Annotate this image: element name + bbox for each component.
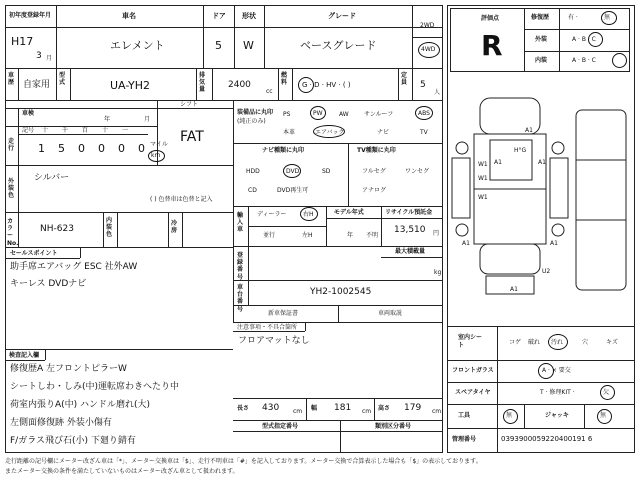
odometer-digit: 0	[98, 142, 105, 155]
interior-options: A · B · C	[572, 57, 596, 64]
mile-unit: マイル	[150, 141, 168, 148]
equip-aw: AW	[339, 111, 349, 118]
selling-points-label: セールスポイント	[10, 250, 58, 257]
car-name: エレメント	[110, 39, 165, 52]
car-rear-outline	[480, 244, 540, 274]
mgmt-number: 0393900059220400191 6	[501, 435, 593, 443]
seat-stain: 汚れ	[551, 339, 564, 346]
length-unit: cm	[293, 408, 303, 415]
height-unit: cm	[432, 408, 442, 415]
km-unit: km	[151, 152, 161, 159]
doors-label: ドア	[212, 12, 226, 20]
exterior-circle	[588, 32, 603, 47]
handle-left: 左H	[302, 232, 313, 239]
ext-color-label: 外装色	[8, 178, 15, 200]
shift-value: FAT	[180, 129, 204, 145]
seat-tear: 破れ	[528, 339, 541, 346]
fuel-options: G · D · HV · ( )	[302, 81, 351, 89]
grade-value: ベースグレード	[300, 39, 377, 52]
width-label: 幅	[311, 405, 318, 412]
model-year-unknown: 不明	[366, 232, 379, 239]
inspection-line: 修復歴A 左フロントピラーW	[10, 364, 127, 374]
length-value: 430	[262, 403, 280, 413]
equip-leather: 本革	[283, 129, 296, 136]
capacity-label: 定員	[401, 72, 408, 87]
plate-value: 自家用	[23, 80, 51, 90]
equip-sunroof: サンルーフ	[364, 111, 394, 118]
model-year-label: モデル年式	[334, 209, 364, 216]
height-label: 高さ	[378, 405, 391, 412]
recycle-fee-yen: 円	[433, 230, 440, 237]
repair-selected: 無	[604, 14, 611, 21]
displacement-value: 2400	[228, 80, 251, 90]
diag-label-2: A1	[494, 159, 502, 166]
persons-unit: 人	[434, 89, 441, 96]
first-reg-value: H17	[11, 35, 34, 48]
car-roof-side	[576, 110, 626, 290]
diag-label-10: U2	[542, 268, 551, 275]
diag-label-11: A1	[510, 286, 518, 293]
tools-selected: 無	[506, 412, 513, 419]
wheel-fl	[456, 142, 468, 154]
repair-label: 修復歴	[531, 14, 550, 21]
ac-label: 冷房	[171, 220, 178, 235]
diag-label-8: A1	[462, 240, 470, 247]
odometer-header: 百	[82, 127, 89, 134]
seat-hole: 穴	[582, 339, 589, 346]
selling-point-1: 助手席エアバッグ ESC 社外AW	[10, 262, 138, 272]
seat-label: 室内シート	[458, 334, 483, 349]
odometer-digit: 5	[58, 142, 65, 155]
mgmt-label: 管理番号	[452, 436, 477, 443]
diag-label-6: W1	[478, 175, 488, 182]
selling-point-2: キーレス DVDナビ	[10, 279, 87, 289]
exterior-label: 外装	[535, 36, 548, 43]
shape-label: 形状	[242, 12, 256, 20]
color-no-value: NH-623	[40, 224, 74, 234]
inspection-notes-label: 検査記入欄	[9, 352, 40, 359]
class-no-label: 類別区分番号	[375, 423, 412, 430]
glass-options: A · × 要交	[542, 367, 571, 374]
length-label: 長さ	[237, 405, 250, 412]
odometer-header: 十	[102, 127, 109, 134]
max-load-label: 最大積載量	[395, 248, 426, 255]
drive-4wd: 4WD	[421, 46, 436, 53]
ext-color-value: シルバー	[34, 173, 70, 183]
odometer-header: 一	[122, 127, 129, 134]
odometer-digit: 1	[38, 142, 45, 155]
spare-selected: 欠	[603, 389, 610, 396]
inspection-month-unit: 月	[144, 116, 151, 123]
exterior-options: A · B · C	[572, 36, 596, 43]
model-year-unit: 年	[347, 232, 354, 239]
color-no-label: カラーNo.	[7, 218, 19, 247]
new-car-warranty: 新車保証書	[268, 310, 299, 317]
diag-label-4: H°G	[514, 147, 527, 154]
reg-no-label: 登録番号	[237, 252, 244, 281]
grade-label: グレード	[328, 12, 356, 20]
cc-unit: cc	[266, 88, 273, 95]
odometer-digit: 0	[118, 142, 125, 155]
notes-label: 注意事項・不具合箇所	[237, 324, 298, 331]
nav-type-label: ナビ種類に丸印	[262, 147, 305, 154]
tv-analog: アナログ	[362, 187, 387, 194]
glass-label: フロントガラス	[452, 367, 494, 374]
score-value: R	[481, 29, 503, 62]
repair-options: 有 ·	[568, 14, 578, 21]
car-left-side	[452, 158, 470, 218]
plate-label: 車歴	[8, 72, 15, 87]
color-note: ( ) 色替車は色替と記入	[150, 196, 213, 203]
chassis-label: 車台番号	[237, 284, 244, 313]
wheel-fr	[552, 142, 564, 154]
diag-label-1: A1	[525, 127, 533, 134]
width-value: 181	[334, 403, 352, 413]
equipment-label: 装備品に丸印	[237, 109, 274, 116]
mileage-check-label: 車検	[22, 110, 35, 117]
import-parallel: 並行	[263, 232, 276, 239]
car-damage-diagram	[450, 80, 632, 320]
nav-dvd-play: DVD再生可	[277, 187, 309, 194]
inspection-line: F/ガラス飛び石(小) 下廻り錆有	[10, 436, 136, 446]
tools-label: 工具	[458, 412, 471, 419]
wheel-rl	[456, 224, 468, 236]
inspection-line: 左側面修復跡 外装小傷有	[10, 418, 112, 428]
tv-type-label: TV種類に丸印	[357, 147, 396, 154]
odometer-header: 千	[62, 127, 69, 134]
diag-label-7: W1	[478, 194, 488, 201]
tv-oneseg: ワンセグ	[405, 168, 430, 175]
max-load-kg: kg	[434, 269, 442, 276]
tv-fullseg: フルセグ	[362, 168, 386, 175]
nav-cd: CD	[248, 187, 257, 194]
displacement-label: 排気量	[199, 72, 206, 94]
spare-label: スペアタイヤ	[455, 389, 491, 396]
footer-line-2: またメーター交換の条件を満たしていないものはメーター改ざん車として扱われます。	[5, 468, 239, 475]
type-cert-label: 型式指定番号	[262, 423, 299, 430]
diag-label-3: A1	[538, 159, 546, 166]
seat-scratch: キズ	[606, 339, 618, 346]
int-color-label: 内装色	[106, 217, 113, 239]
capacity-value: 5	[420, 80, 426, 90]
nav-dvd: DVD	[286, 168, 300, 175]
vehicle-manual: 車両取説	[378, 310, 403, 317]
inspection-line: 荷室内張りA(中) ハンドル磨れ(大)	[10, 400, 151, 410]
import-dealer: ディーラー	[257, 211, 287, 218]
odometer-digit: 0	[78, 142, 85, 155]
equip-abs: ABS	[418, 110, 430, 117]
nav-sd: SD	[322, 168, 331, 175]
width-unit: cm	[362, 408, 372, 415]
equipment-sublabel: (純正のみ)	[237, 118, 266, 125]
chassis-value: YH2-1002545	[310, 287, 372, 297]
recycle-fee-value: 13,510	[394, 225, 426, 235]
car-name-label: 車名	[122, 12, 136, 20]
shift-label: シフト	[180, 101, 199, 108]
footer-line-1: 走行距離の記号欄にメーター改ざん車は「*」、メーター交換車は「$」、走行不明車は「#」を記入しております。メーター交換で合算表示した場合も「$」の表示しております。	[5, 458, 482, 465]
wheel-rr	[552, 224, 564, 236]
odometer-digit: 0	[138, 142, 145, 155]
shape-value: W	[243, 39, 254, 52]
equip-airbag: エアバッグ	[315, 129, 345, 136]
equip-ps: PS	[283, 111, 291, 118]
first-reg-month: 3	[36, 51, 42, 61]
spare-options: T · 修理KIT ·	[540, 389, 575, 396]
equip-navi: ナビ	[377, 129, 390, 136]
travel-label: 走行	[8, 138, 15, 153]
diag-label-5: W1	[478, 161, 488, 168]
odometer-header: 記号	[22, 127, 35, 134]
score-label: 評価点	[481, 15, 500, 22]
odometer-header: 十	[42, 127, 49, 134]
notes-text: フロアマットなし	[238, 336, 310, 346]
equip-pw: PW	[313, 110, 323, 117]
car-right-side	[550, 158, 568, 218]
diag-label-9: A1	[550, 240, 558, 247]
height-value: 179	[404, 403, 422, 413]
doors-value: 5	[215, 39, 222, 52]
nav-hdd: HDD	[246, 168, 260, 175]
drive-2wd: 2WD	[420, 22, 435, 29]
inspection-year-unit: 年	[104, 116, 111, 123]
handle-right: 右H	[303, 211, 314, 218]
import-label: 輸入車	[237, 212, 244, 234]
model-label: 型式	[59, 72, 66, 87]
seat-burn: コゲ	[509, 339, 522, 346]
inspection-line: シートしわ・しみ(中)運転席わきへたり中	[10, 382, 180, 392]
recycle-fee-label: リサイクル預託金	[385, 209, 433, 216]
equip-tv: TV	[420, 129, 428, 136]
month-unit: 月	[46, 55, 53, 62]
model-value: UA-YH2	[110, 79, 150, 92]
jack-selected: 無	[600, 412, 607, 419]
fuel-label: 燃料	[281, 72, 288, 87]
first-reg-label: 初年度登録年月	[9, 12, 52, 19]
interior-circle	[612, 53, 627, 68]
interior-label: 内装	[535, 57, 548, 64]
jack-label: ジャッキ	[545, 412, 569, 419]
